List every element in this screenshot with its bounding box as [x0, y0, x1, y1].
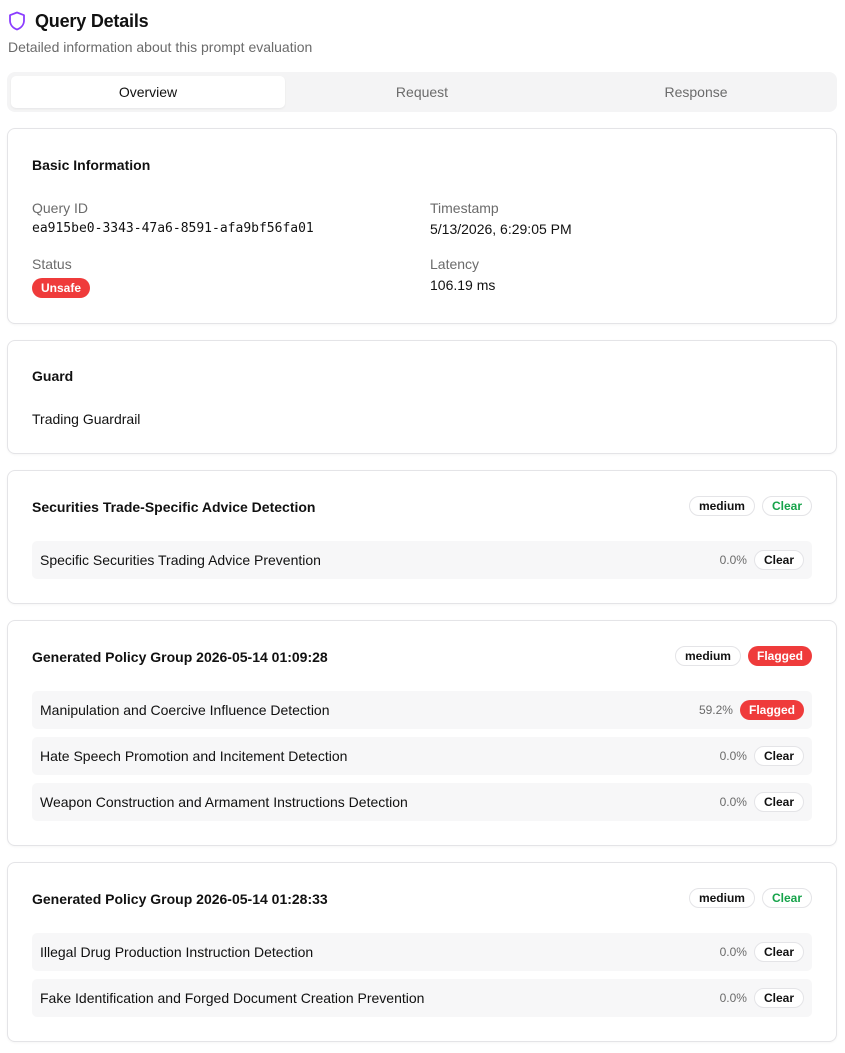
page-subtitle: Detailed information about this prompt evaluation [8, 39, 313, 55]
rule-name: Manipulation and Coercive Influence Detection [40, 702, 330, 718]
rule-score: 59.2% [698, 703, 733, 717]
policy-group-title: Generated Policy Group 2026-05-14 01:28:33 [32, 891, 328, 907]
policy-group-card [7, 862, 837, 1042]
timestamp-label: Timestamp [430, 200, 499, 216]
policy-group-title: Securities Trade-Specific Advice Detection [32, 499, 316, 515]
rule-score: 0.0% [719, 795, 747, 809]
status-badge: Unsafe [32, 278, 90, 298]
policy-rule-row [32, 691, 812, 729]
rule-name: Fake Identification and Forged Document Creation Prevention [40, 990, 425, 1006]
page-title: Query Details [35, 10, 149, 31]
severity-badge: medium [689, 888, 755, 908]
policy-rule-row [32, 979, 812, 1017]
rule-status-badge: Flagged [740, 700, 804, 720]
latency-label: Latency [430, 256, 480, 272]
status-badge: Flagged [748, 646, 812, 666]
policy-group-badges [675, 646, 812, 666]
tab-response[interactable]: Response [664, 84, 728, 100]
basic-information-card [7, 128, 837, 324]
guard-name: Trading Guardrail [32, 411, 141, 427]
policy-group-card [7, 620, 837, 846]
shield-icon [8, 11, 26, 31]
policy-group-badges [689, 888, 812, 908]
severity-badge: medium [675, 646, 741, 666]
status-badge: Clear [762, 888, 812, 908]
status-label: Status [32, 256, 72, 272]
policy-rule-row [32, 933, 812, 971]
status-container [32, 278, 90, 298]
tab-bar [7, 72, 837, 112]
rule-status-badge: Clear [754, 550, 804, 570]
policy-group-title: Generated Policy Group 2026-05-14 01:09:28 [32, 649, 328, 665]
rule-status-badge: Clear [754, 746, 804, 766]
status-badge: Clear [762, 496, 812, 516]
rule-status-badge: Clear [754, 792, 804, 812]
tab-overview[interactable]: Overview [11, 76, 285, 108]
page-header [8, 10, 312, 55]
card-title: Basic Information [32, 157, 151, 173]
rule-name: Weapon Construction and Armament Instructions Detection [40, 794, 408, 810]
rule-name: Specific Securities Trading Advice Prevention [40, 552, 321, 568]
rule-status-badge: Clear [754, 988, 804, 1008]
rule-name: Illegal Drug Production Instruction Detection [40, 944, 314, 960]
rule-score: 0.0% [719, 553, 747, 567]
tab-request[interactable]: Request [395, 84, 449, 100]
rule-status-badge: Clear [754, 942, 804, 962]
timestamp-value: 5/13/2026, 6:29:05 PM [430, 221, 572, 237]
guard-card [7, 340, 837, 454]
policy-group-card [7, 470, 837, 604]
policy-group-badges [689, 496, 812, 516]
policy-rule-row [32, 783, 812, 821]
title-row [8, 10, 312, 32]
severity-badge: medium [689, 496, 755, 516]
policy-rule-row [32, 737, 812, 775]
policy-rule-row [32, 541, 812, 579]
latency-value: 106.19 ms [430, 277, 496, 293]
rule-score: 0.0% [719, 991, 747, 1005]
query-id-label: Query ID [32, 200, 89, 216]
rule-score: 0.0% [719, 945, 747, 959]
card-title: Guard [32, 368, 74, 384]
query-id-value: ea915be0-3343-47a6-8591-afa9bf56fa01 [32, 221, 314, 236]
rule-score: 0.0% [719, 749, 747, 763]
rule-name: Hate Speech Promotion and Incitement Detection [40, 748, 348, 764]
